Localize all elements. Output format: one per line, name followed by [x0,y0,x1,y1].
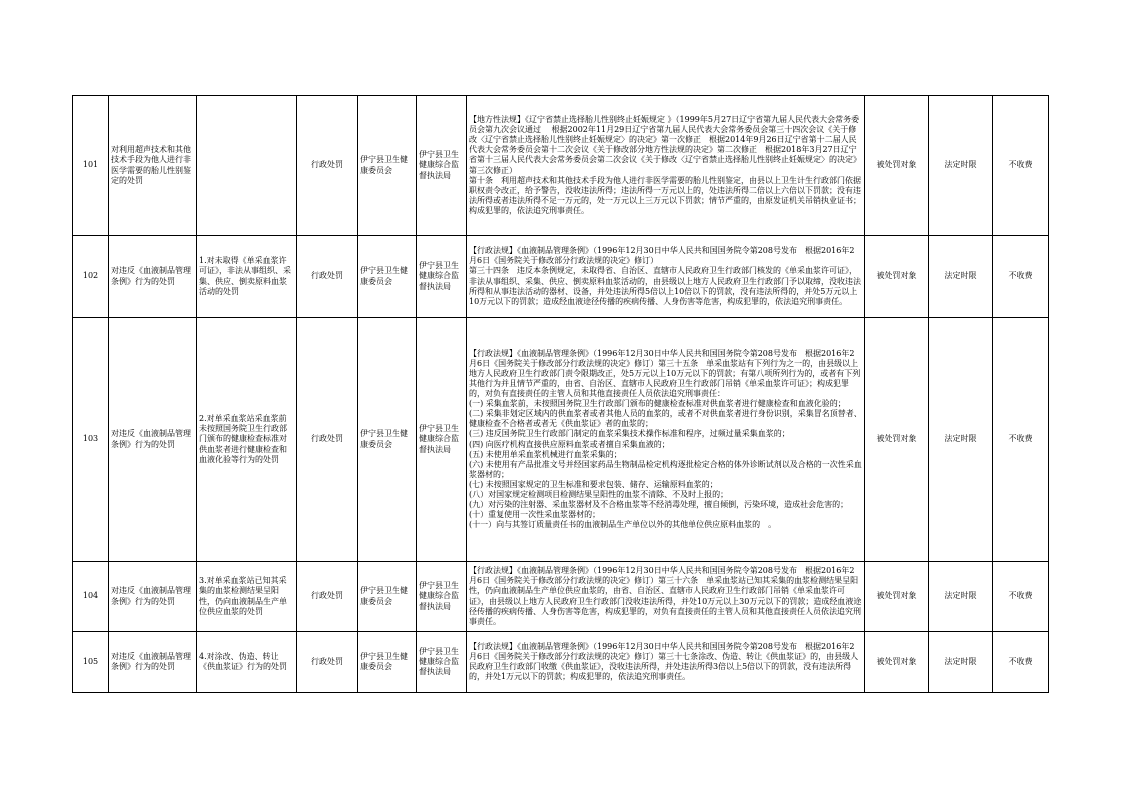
sub-item-cell [197,562,297,632]
power-type: 行政处罚 [311,271,343,281]
legal-basis-paragraph: 【地方性法规】《辽宁省禁止选择胎儿性别终止妊娠规定 》（1999年5月27日辽宁省第九届人民代表大会常务委员会第九次会议通过 根据2002年11月29日辽宁省第九届人民代表大会常务委员会第三十四次会议《关于修改〈辽宁省禁止选择胎儿性别终止妊娠规定〉的决定》第一次修正 根据2014年9月26日辽宁省第十二届人民代表大会常务委员会第十二次会议《关于修改部分地方性法规的决定》第二次修正 根据2018年3月27日辽宁省第十三届人民代表大会常务委员会第二次会议《关于修改〈辽宁省禁止选择胎儿性别终止妊娠规定〉的决定》第三次修正） [469,115,861,175]
time-limit: 法定时限 [944,160,977,170]
legal-basis-paragraph: (五) 未使用单采血浆机械进行血浆采集的； [469,449,622,459]
implementing-department-cell [358,632,417,693]
legal-basis-paragraph: 【行政法规】《血液制品管理条例》（1996年12月30日中华人民共和国国务院令第208号发布 根据2016年2月6日《国务院关于修改部分行政法规的决定》修订） [469,246,855,266]
legal-basis-paragraph: (一) 采集血浆前，未按照国务院卫生行政部门颁布的健康检查标准对供血浆者进行健康检查和血液化验的； [469,399,846,409]
executing-agency-cell [417,96,467,236]
item-name: 对利用超声技术和其他技术手段为他人进行非医学需要的胎儿性别鉴定的处罚 [111,145,191,185]
fee-status: 不收费 [1008,434,1033,444]
fee-status: 不收费 [1008,271,1033,281]
legal-basis-paragraph: 【行政法规】《血液制品管理条例》（1996年12月30日中华人民共和国国务院令第208号发布 根据2016年2月6日《国务院关于修改部分行政法规的决定》修订）第三十五条 单采血浆站有下列行为之一的，由县级以上地方人民政府卫生行政部门责令限期改正，处5万元以上10万元以下的罚款；有第八项所列行为的，或者有下列其他行为并且情节严重的，由省、自治区、直辖市人民政府卫生行政部门吊销《单采血浆许可证》；构成犯罪的，对负有直接责任的主管人员和其他直接责任人员依法追究刑事责任： [469,348,861,399]
legal-basis-cell [467,562,865,632]
fee-status-cell [993,562,1049,632]
table-row [73,236,1049,318]
legal-basis-paragraph: (七) 未按照国家规定的卫生标准和要求包装、储存、运输原料血浆的； [469,479,718,489]
sub-item: 3.对单采血浆站已知其采集的血浆检测结果呈阳性，仍向血液制品生产单位供应血浆的处罚 [199,576,287,616]
power-type-cell [297,236,358,318]
implementing-department: 伊宁县卫生健康委员会 [360,429,408,449]
legal-basis-paragraph: (八）对国家规定检测项目检测结果呈阳性的血浆不清除、不及时上报的； [469,489,729,499]
legal-basis-cell [467,236,865,318]
power-type: 行政处罚 [311,434,343,444]
power-type: 行政处罚 [311,656,343,666]
penalty-object: 被处罚对象 [876,591,917,601]
fee-status-cell [993,318,1049,562]
sub-item-cell [197,236,297,318]
power-type-cell [297,96,358,236]
executing-agency-cell [417,236,467,318]
row-number-cell [73,318,109,562]
row-number: 102 [82,271,99,281]
penalty-object: 被处罚对象 [876,656,917,666]
item-name-cell [109,236,197,318]
legal-basis-cell [467,318,865,562]
fee-status-cell [993,96,1049,236]
legal-basis-paragraph: (六) 未使用有产品批准文号并经国家药品生物制品检定机构逐批检定合格的体外诊断试剂以及合格的一次性采血浆器材的； [469,459,862,479]
time-limit: 法定时限 [944,656,977,666]
row-number-cell [73,632,109,693]
time-limit-cell [929,236,993,318]
power-type-cell [297,318,358,562]
row-number: 105 [82,656,99,666]
executing-agency: 伊宁县卫生健康综合监督执法局 [419,261,459,291]
penalty-table [72,95,1049,693]
sub-item: 1.对未取得《单采血浆许可证》，非法从事组织、采集、供应、倒卖原料血浆活动的处罚 [199,256,291,296]
legal-basis-paragraph: 【行政法规】《血液制品管理条例》（1996年12月30日中华人民共和国国务院令第208号发布 根据2016年2月6日《国务院关于修改部分行政法规的决定》修订）第三十七条涂改、伪造、转让《供血浆证》的，由县级人民政府卫生行政部门收缴《供血浆证》，没收违法所得，并处违法所得3倍以上5倍以下的罚款，没有违法所得的，并处1万元以下的罚款；构成犯罪的，依法追究刑事责任。 [469,641,859,682]
penalty-object-cell [865,96,929,236]
penalty-object: 被处罚对象 [876,271,917,281]
item-name: 对违反《血液制品管理条例》行为的处罚 [111,586,191,606]
penalty-object: 被处罚对象 [876,160,917,170]
implementing-department-cell [358,562,417,632]
row-number: 103 [82,434,99,444]
time-limit: 法定时限 [944,434,977,444]
row-number-cell [73,562,109,632]
sub-item: 4.对涂改、伪造、转让《供血浆证》行为的处罚 [199,651,287,671]
fee-status-cell [993,236,1049,318]
sub-item-cell [197,96,297,236]
time-limit-cell [929,632,993,693]
penalty-object-cell [865,236,929,318]
row-number-cell [73,236,109,318]
legal-basis-cell [467,96,865,236]
power-type-cell [297,562,358,632]
time-limit: 法定时限 [944,591,977,601]
item-name: 对违反《血液制品管理条例》行为的处罚 [111,429,191,449]
sub-item-cell [197,318,297,562]
executing-agency-cell [417,318,467,562]
fee-status: 不收费 [1008,591,1033,601]
power-type-cell [297,632,358,693]
row-number-cell [73,96,109,236]
legal-basis-paragraph: 第三十四条 违反本条例规定，未取得省、自治区、直辖市人民政府卫生行政部门核发的《单采血浆许可证》，非法从事组织、采集、供应、倒卖原料血浆活动的，由县级以上地方人民政府卫生行政部门予以取缔，没收违法所得和从事违法活动的器材、设备，并处违法所得5倍以上10倍以下的罚款，没有违法所得的，并处5万元以上10万元以下的罚款；造成经血液途径传播的疾病传播、人身伤害等危害，构成犯罪的，依法追究刑事责任。 [469,266,861,306]
implementing-department-cell [358,318,417,562]
legal-basis-paragraph: (十一）向与其签订质量责任书的血液制品生产单位以外的其他单位供应原料血浆的 。 [469,520,777,530]
sub-item-cell [197,632,297,693]
sub-item: 2.对单采血浆站采血浆前未按照国务院卫生行政部门颁布的健康检查标准对供血浆者进行健康检查和血液化验等行为的处罚 [199,414,287,464]
executing-agency: 伊宁县卫生健康综合监督执法局 [419,646,459,677]
item-name: 对违反《血液制品管理条例》行为的处罚 [111,266,191,286]
executing-agency: 伊宁县卫生健康综合监督执法局 [419,581,459,611]
legal-basis-paragraph: (九）对污染的注射器、采血浆器材及不合格血浆等不经消毒处理，擅自倾倒，污染环境，造成社会危害的； [469,500,849,510]
penalty-object-cell [865,562,929,632]
time-limit-cell [929,96,993,236]
implementing-department: 伊宁县卫生健康委员会 [360,155,408,175]
power-type: 行政处罚 [311,591,343,601]
item-name-cell [109,96,197,236]
implementing-department: 伊宁县卫生健康委员会 [360,586,408,606]
power-type: 行政处罚 [311,160,343,170]
fee-status: 不收费 [1008,656,1033,666]
fee-status: 不收费 [1008,160,1033,170]
item-name: 对违反《血液制品管理条例》行为的处罚 [111,651,191,671]
legal-basis-paragraph: (四) 向医疗机构直接供应原料血浆或者擅自采集血液的； [469,439,670,449]
executing-agency-cell [417,562,467,632]
implementing-department-cell [358,236,417,318]
legal-basis-paragraph: (十）重复使用一次性采血浆器材的； [469,510,601,520]
table-row [73,96,1049,236]
table-row [73,562,1049,632]
legal-basis-paragraph: 【行政法规】《血液制品管理条例》（1996年12月30日中华人民共和国国务院令第208号发布 根据2016年2月6日《国务院关于修改部分行政法规的决定》修订）第三十六条 单采血浆站已知其采集的血浆检测结果呈阳性，仍向血液制品生产单位供应血浆的，由省、自治区、直辖市人民政府卫生行政部门吊销《单采血浆许可证》，由县级以上地方人民政府卫生行政部门没收违法所得，并处10万元以上30万元以下的罚款；造成经血液途径传播的疾病传播、人身伤害等危害，构成犯罪的，对负有直接责任的主管人员和其他直接责任人员依法追究刑事责任。 [469,566,862,626]
time-limit-cell [929,318,993,562]
row-number: 101 [82,160,99,170]
fee-status-cell [993,632,1049,693]
legal-basis-paragraph: (三) 违反国务院卫生行政部门制定的血浆采集技术操作标准和程序，过频过量采集血浆的； [469,429,790,439]
item-name-cell [109,318,197,562]
implementing-department: 伊宁县卫生健康委员会 [360,266,408,286]
penalty-object-cell [865,318,929,562]
legal-basis-cell [467,632,865,693]
item-name-cell [109,562,197,632]
item-name-cell [109,632,197,693]
table-row [73,632,1049,693]
executing-agency-cell [417,632,467,693]
table-body [73,96,1049,693]
table-row [73,318,1049,562]
executing-agency: 伊宁县卫生健康综合监督执法局 [419,150,459,180]
row-number: 104 [82,591,99,601]
implementing-department-cell [358,96,417,236]
time-limit: 法定时限 [944,271,977,281]
penalty-object-cell [865,632,929,693]
implementing-department: 伊宁县卫生健康委员会 [360,651,408,671]
penalty-object: 被处罚对象 [876,434,917,444]
time-limit-cell [929,562,993,632]
executing-agency: 伊宁县卫生健康综合监督执法局 [419,424,459,454]
legal-basis-paragraph: 第十条 利用超声技术和其他技术手段为他人进行非医学需要的胎儿性别鉴定，由县以上卫生计生行政部门依据职权责令改正，给予警告，没收违法所得；违法所得一万元以上的，处违法所得二倍以上六倍以下罚款；没有违法所得或者违法所得不足一万元的，处一万元以上三万元以下罚款；情节严重的，由原发证机关吊销执业证书；构成犯罪的，依法追究刑事责任。 [469,175,861,215]
legal-basis-paragraph: (二) 采集非划定区域内的供血浆者或者其他人员的血浆的，或者不对供血浆者进行身份识别，采集冒名顶替者、健康检查不合格者或者无《供血浆证》者的血浆的； [469,409,862,429]
